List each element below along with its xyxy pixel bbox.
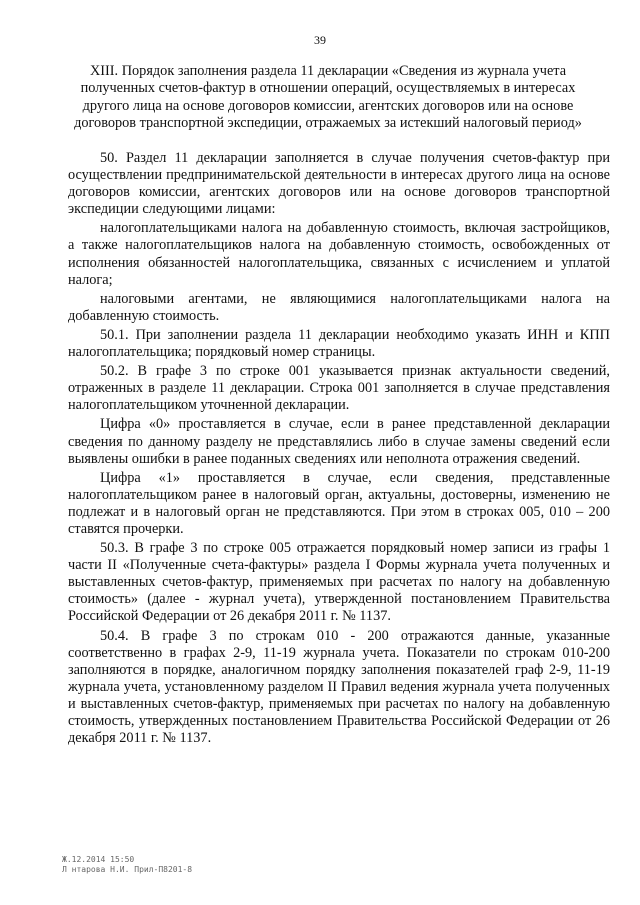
paragraph: Цифра «1» проставляется в случае, если сведения, представленные налогоплательщиком ранее в налоговый орган, актуальны, достоверны, изменению не подлежат и в налоговый орган не представляются. При этом в строках 005, 010 – 200 ставятся прочерки. bbox=[68, 469, 610, 537]
paragraph: налоговыми агентами, не являющимися налогоплательщиками налога на добавленную стоимость. bbox=[68, 290, 610, 324]
paragraph: Цифра «0» проставляется в случае, если в ранее представленной декларации сведения по данному разделу не представлялись либо в случае замены сведений если выявлены ошибки в ранее поданных сведениях или неполнота отражения сведений. bbox=[68, 416, 610, 467]
paragraph: 50.2. В графе 3 по строке 001 указывается признак актуальности сведений, отраженных в разделе 11 декларации. Строка 001 заполняется в случае представления налогоплательщиком уточненной декларации. bbox=[68, 363, 610, 414]
footer-line: Л нтарова Н.И. Прил-П8201-8 bbox=[62, 865, 193, 874]
paragraph: 50.3. В графе 3 по строке 005 отражается порядковый номер записи из графы 1 части II «Полученные счета-фактуры» раздела I Формы журнала учета полученных и выставленных счетов-фактур, применяемых при расчетах по налогу на добавленную стоимость» (далее - журнал учета), утвержденной постановлением Правительства Российской Федерации от 26 декабря 2011 г. № 1137. bbox=[68, 540, 610, 625]
paragraph: 50.4. В графе 3 по строкам 010 - 200 отражаются данные, указанные соответственно в графах 2-9, 11-19 журнала учета. Показатели по строкам 010-200 заполняются в порядке, аналогичном порядку заполнения показателей граф 2-9, 11-19 журнала учета, установленному разделом II Правил ведения журнала учета полученных и выставленных счетов-фактур, применяемых при расчетах по налогу на добавленную стоимость, утвержденных постановлением Правительства Российской Федерации от 26 декабря 2011 г. № 1137. bbox=[68, 627, 610, 747]
paragraph: налогоплательщиками налога на добавленную стоимость, включая застройщиков, а также налогоплательщиков налога на добавленную стоимость, освобожденных от исполнения обязанностей налогоплательщика, связанных с исчислением и уплатой налога; bbox=[68, 220, 610, 288]
body-text bbox=[68, 150, 610, 749]
section-heading: XIII. Порядок заполнения раздела 11 декларации «Сведения из журнала учета полученных счетов-фактур в отношении операций, осуществляемых в интересах другого лица на основе договоров комиссии, агентских договоров или на основе договоров транспортной экспедиции, отражаемых за истекший налоговый период» bbox=[74, 63, 582, 132]
footer-stamp bbox=[62, 855, 192, 875]
page-number: 39 bbox=[314, 33, 326, 47]
footer-line: Ж.12.2014 15:50 bbox=[62, 855, 135, 864]
paragraph: 50. Раздел 11 декларации заполняется в случае получения счетов-фактур при осуществлении предпринимательской деятельности в интересах другого лица на основе договоров комиссии, агентских договоров или на основе договоров транспортной экспедиции следующими лицами: bbox=[68, 150, 610, 218]
paragraph: 50.1. При заполнении раздела 11 декларации необходимо указать ИНН и КПП налогоплательщика; порядковый номер страницы. bbox=[68, 326, 610, 361]
